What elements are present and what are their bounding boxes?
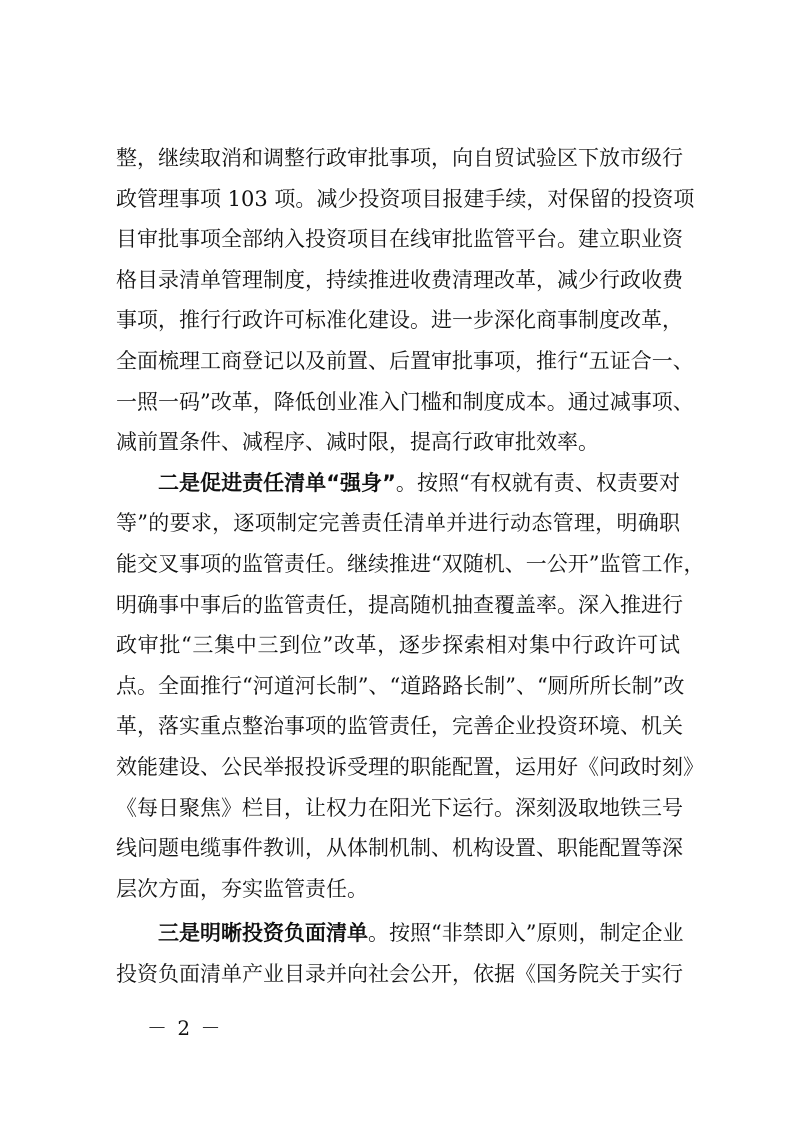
paragraph-first-line bbox=[116, 463, 680, 504]
text-line: 全面梳理工商登记以及前置、后置审批事项，推行“五证合一、 bbox=[116, 348, 694, 373]
text-line: 革，落实重点整治事项的监管责任，完善企业投资环境、机关 bbox=[116, 714, 683, 739]
text-line: 《每日聚焦》栏目，让权力在阳光下运行。深刻汲取地铁三号 bbox=[116, 795, 683, 820]
paragraph-first-line bbox=[116, 913, 684, 954]
body-text bbox=[116, 138, 705, 994]
paragraph-responsibility-list bbox=[116, 463, 705, 910]
paragraph-negative-list bbox=[116, 913, 684, 994]
text-line: 政审批“三集中三到位”改革，逐步探索相对集中行政许可试 bbox=[116, 633, 680, 658]
text-line: 明确事中事后的监管责任，提高随机抽查覆盖率。深入推进行 bbox=[116, 592, 683, 617]
text-line: 点。全面推行“河道河长制”、“道路路长制”、“厕所所长制”改 bbox=[116, 673, 685, 698]
paragraph-heading: 三是明晰投资负面清单 bbox=[158, 921, 368, 946]
text-line: 等”的要求，逐项制定完善责任清单并进行动态管理，明确职 bbox=[116, 511, 680, 536]
paragraph-heading: 二是促进责任清单“强身” bbox=[158, 470, 396, 495]
text-run: 。按照“非禁即入”原则，制定企业 bbox=[368, 921, 684, 946]
text-line: 投资负面清单产业目录并向社会公开，依据《国务院关于实行 bbox=[116, 961, 683, 986]
text-run: 。按照“有权就有责、权责要对 bbox=[395, 470, 680, 495]
text-line: 能交叉事项的监管责任。继续推进“双随机、一公开”监管工作， bbox=[116, 551, 705, 576]
text-line: 事项，推行行政许可标准化建设。进一步深化商事制度改革， bbox=[116, 308, 683, 333]
text-line: 效能建设、公民举报投诉受理的职能配置，运用好《问政时刻》 bbox=[116, 754, 704, 779]
text-line: 层次方面，夯实监管责任。 bbox=[116, 876, 368, 901]
text-line: 一照一码”改革，降低创业准入门槛和制度成本。通过减事项、 bbox=[116, 389, 694, 414]
text-line: 格目录清单管理制度，持续推进收费清理改革，减少行政收费 bbox=[116, 267, 683, 292]
text-line: 整，继续取消和调整行政审批事项，向自贸试验区下放市级行 bbox=[116, 146, 683, 170]
text-line: 政管理事项 103 项。减少投资项目报建手续，对保留的投资项 bbox=[116, 186, 695, 211]
page-number: － 2 － bbox=[147, 1016, 223, 1040]
text-line: 减前置条件、减程序、减时限，提高行政审批效率。 bbox=[116, 430, 599, 455]
text-line: 目审批事项全部纳入投资项目在线审批监管平台。建立职业资 bbox=[116, 227, 683, 252]
text-line: 线问题电缆事件教训，从体制机制、机构设置、职能配置等深 bbox=[116, 836, 683, 861]
paragraph-continuation bbox=[116, 138, 695, 463]
